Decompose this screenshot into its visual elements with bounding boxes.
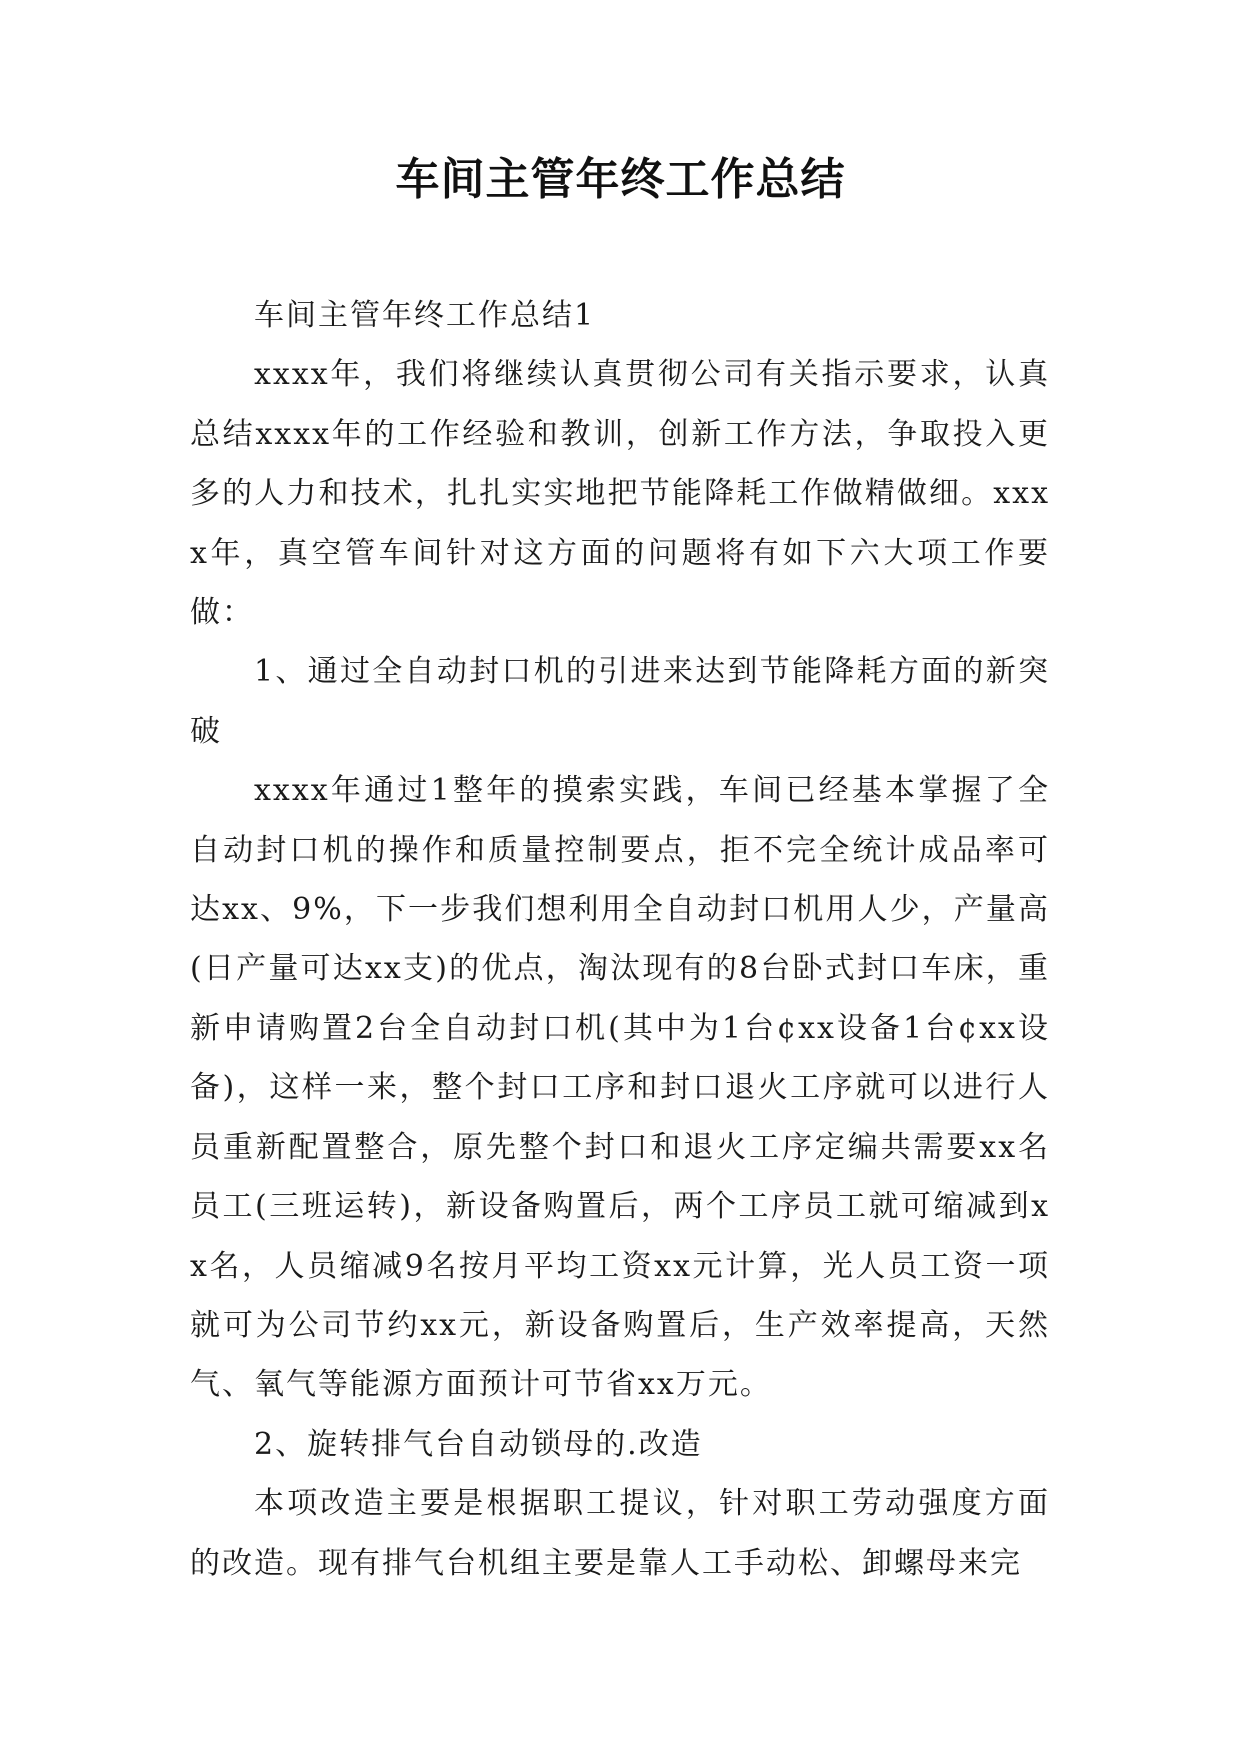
document-body xyxy=(190,286,1050,1593)
section-heading-1: 车间主管年终工作总结1 xyxy=(254,298,596,333)
paragraph-intro: xxxx年，我们将继续认真贯彻公司有关指示要求，认真总结xxxx年的工作经验和教训，创新工作方法，争取投入更多的人力和技术，扎扎实实地把节能降耗工作做精做细。xxxx年，真空管车间针对这方面的问题将有如下六大项工作要做： xyxy=(190,357,1050,631)
document-title: 车间主管年终工作总结 xyxy=(395,154,846,205)
paragraph-item-1: xxxx年通过1整年的摸索实践，车间已经基本掌握了全自动封口机的操作和质量控制要点，拒不完全统计成品率可达xx、9%，下一步我们想利用全自动封口机用人少，产量高(日产量可达xx支)的优点，淘汰现有的8台卧式封口车床，重新申请购置2台全自动封口机(其中为1台¢xx设备1台¢xx设备)，这样一来，整个封口工序和封口退火工序就可以进行人员重新配置整合，原先整个封口和退火工序定编共需要xx名员工(三班运转)，新设备购置后，两个工序员工就可缩减到xx名，人员缩减9名按月平均工资xx元计算，光人员工资一项就可为公司节约xx元，新设备购置后，生产效率提高，天然气、氧气等能源方面预计可节省xx万元。 xyxy=(190,773,1050,1403)
item-heading-2: 2、旋转排气台自动锁母的.改造 xyxy=(254,1426,703,1462)
item-heading-1: 1、通过全自动封口机的引进来达到节能降耗方面的新突破 xyxy=(190,654,1050,749)
paragraph-item-2: 本项改造主要是根据职工提议，针对职工劳动强度方面的改造。现有排气台机组主要是靠人工手动松、卸螺母来完 xyxy=(190,1486,1050,1581)
